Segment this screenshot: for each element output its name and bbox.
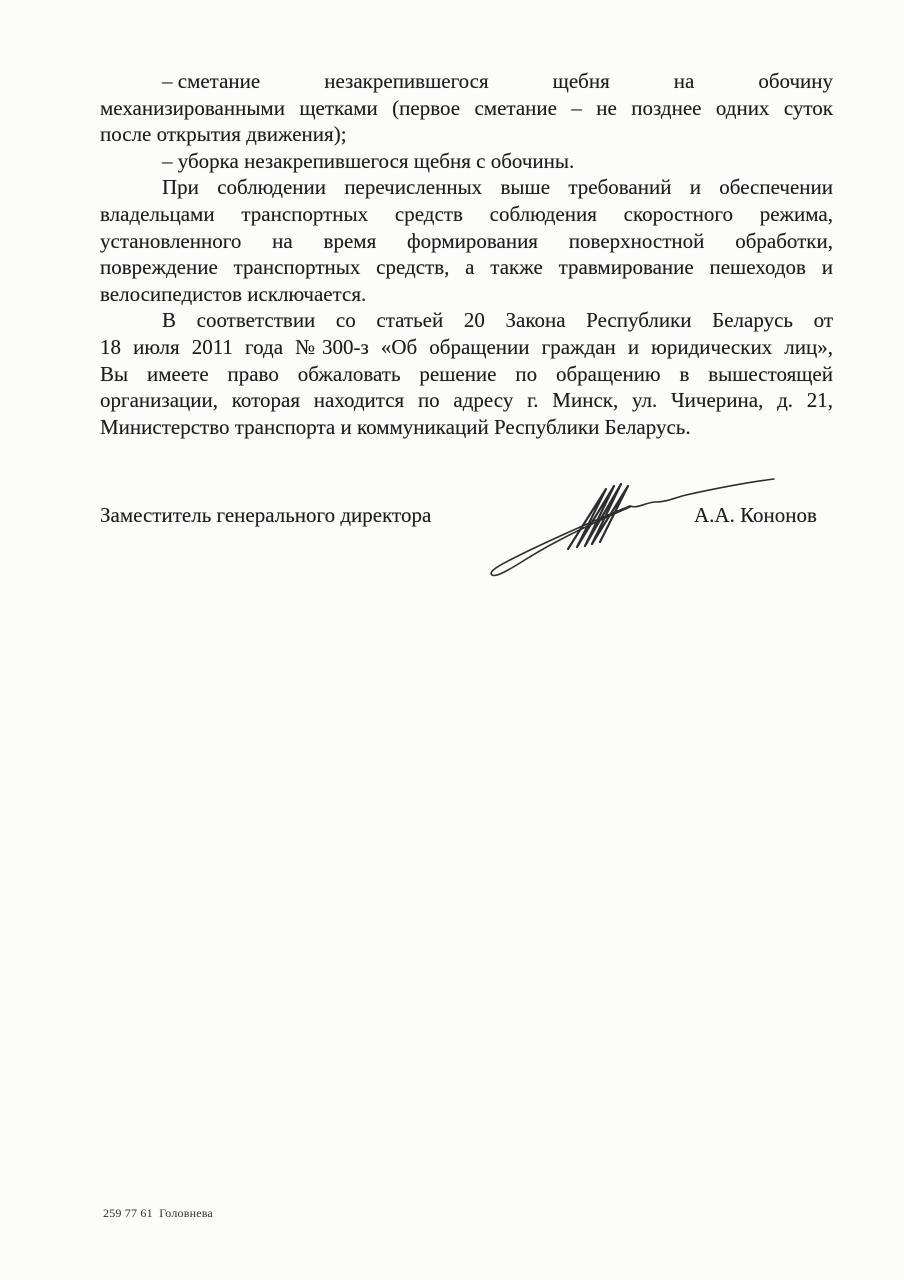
paragraph-line: организации, которая находится по адресу г. Минск, ул. Чичерина, д. 21, [100,388,833,413]
paragraph-line: В соответствии со статьей 20 Закона Республики Беларусь от [162,308,833,333]
paragraph-line: велосипедистов исключается. [100,281,367,306]
footer-contact: 259 77 61 Головнева [103,1206,213,1220]
line-word: – сметание [162,69,261,93]
paragraph-line: – уборка незакрепившегося щебня с обочины. [162,148,575,173]
paragraph-line: Министерство транспорта и коммуникаций Республики Беларусь. [100,414,691,439]
line-word: на [673,69,695,93]
paragraph-line: установленного на время формирования поверхностной обработки, [100,228,833,253]
signatory-title: Заместитель генерального директора [100,503,432,527]
paragraph-line: 18 июля 2011 года №300-з «Об обращении граждан и юридических лиц», [100,334,833,359]
letter-body [100,68,833,440]
paragraph-line: механизированными щетками (первое сметание – не позднее одних суток [100,95,833,120]
paragraph-line [100,68,833,95]
signature-zigzag-stroke [568,484,628,549]
line-word: щебня [552,69,610,93]
line-word: незакрепившегося [324,69,489,93]
paragraph-line: после открытия движения); [100,122,347,147]
signatory-name: А.А. Кононов [694,503,817,527]
paragraph-line: Вы имеете право обжаловать решение по обращению в вышестоящей [100,361,833,386]
paragraph-line: повреждение транспортных средств, а также травмирование пешеходов и [100,255,833,280]
paragraph-line: При соблюдении перечисленных выше требований и обеспечении [162,175,833,200]
line-word: обочину [758,69,833,93]
paragraph-line: владельцами транспортных средств соблюдения скоростного режима, [100,201,833,226]
